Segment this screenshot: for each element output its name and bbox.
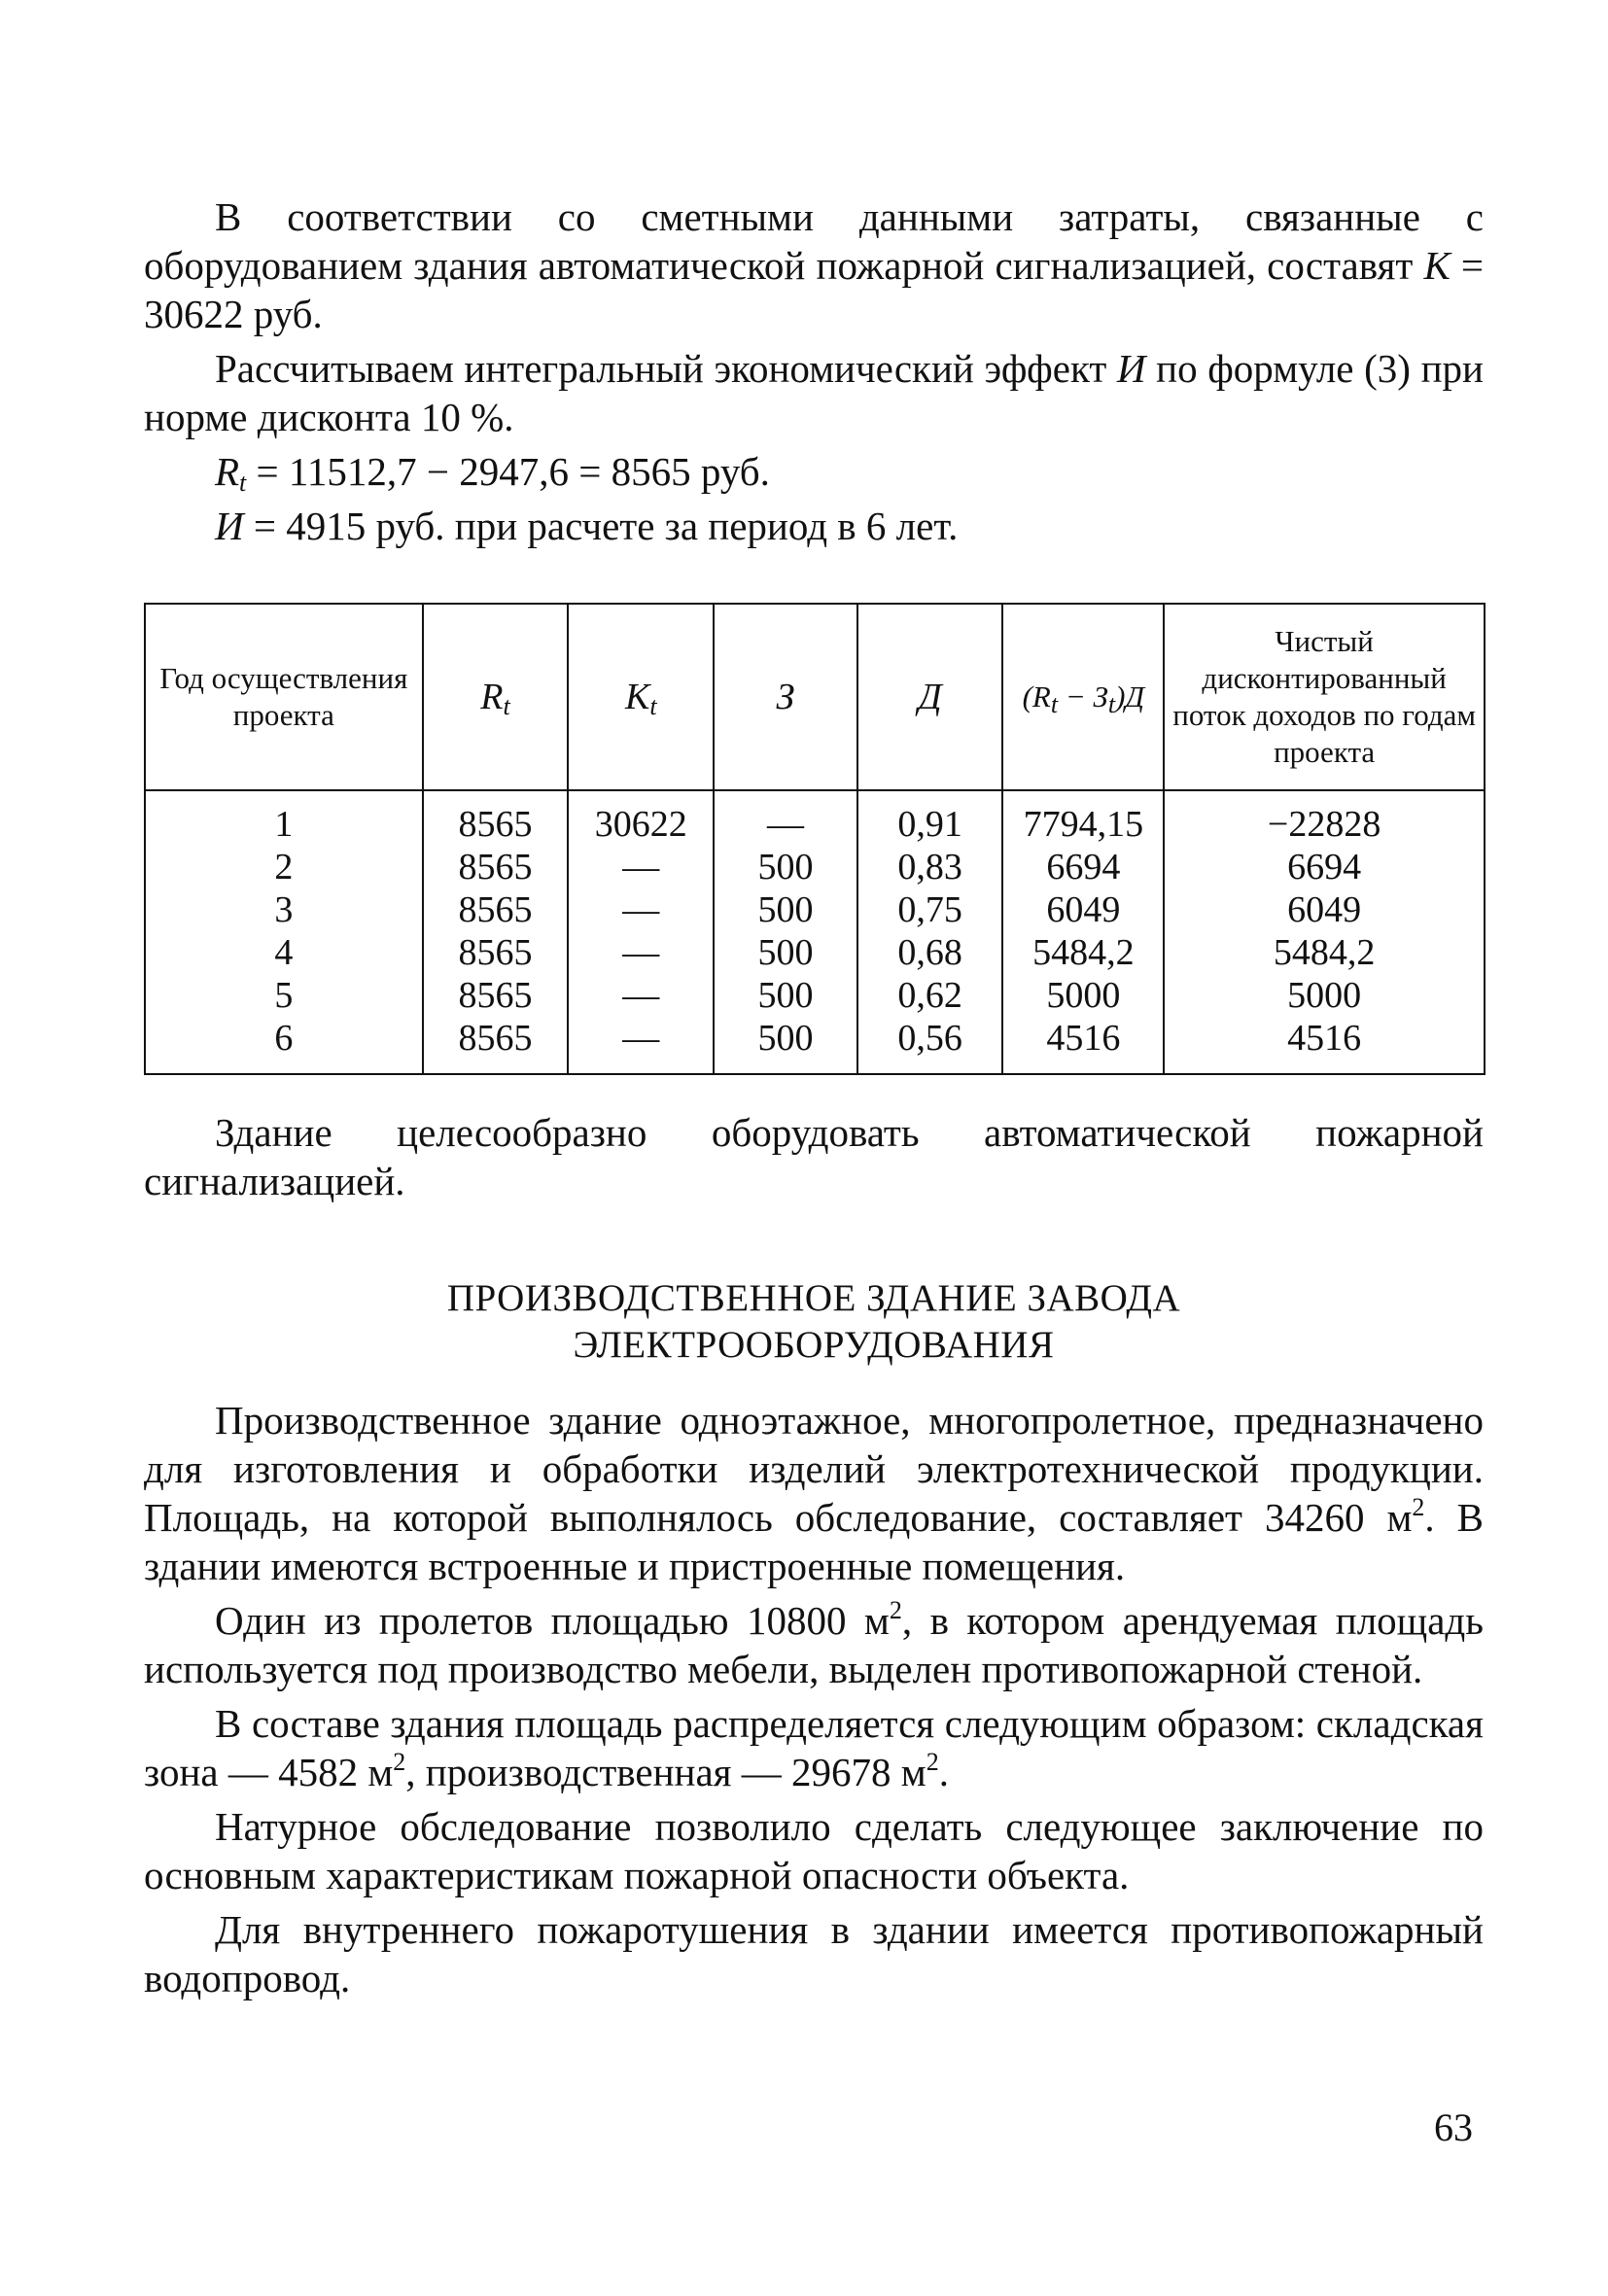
cell-year: 6 (145, 1017, 423, 1074)
cell-z: 500 (714, 846, 857, 888)
paragraph-water-supply: Для внутреннего пожаротушения в здании имеется противопожарный водопровод. (144, 1907, 1484, 2000)
cell-net: 5000 (1164, 974, 1485, 1017)
cell-k: — (568, 1017, 714, 1074)
cell-z: 500 (714, 931, 857, 974)
paragraph-survey: Натурное обследование позволило сделать следующее заключение по основным характеристикам пожарной опасности объекта. (144, 1804, 1484, 1897)
cell-year: 2 (145, 846, 423, 888)
cell-r: 8565 (423, 790, 569, 846)
cell-r: 8565 (423, 846, 569, 888)
cell-k: — (568, 931, 714, 974)
cell-r: 8565 (423, 1017, 569, 1074)
table-row (145, 846, 1485, 888)
cell-net: 6049 (1164, 888, 1485, 931)
paragraph-span: Один из пролетов площадью 10800 $м^2$, в котором арендуемая площадь используется под производство мебели, выделен противопожарной стеной. (144, 1596, 1484, 1691)
section-heading (144, 1275, 1484, 1369)
cell-net: −22828 (1164, 790, 1485, 846)
paragraph-area: В составе здания площадь распределяется следующим образом: складская зона — 4582 $м^2$, производственная — 29678 $м^2$. (144, 1701, 1484, 1794)
cell-r: 8565 (423, 888, 569, 931)
cell-z: 500 (714, 888, 857, 931)
cell-net: 5484,2 (1164, 931, 1485, 974)
cell-k: 30622 (568, 790, 714, 846)
header-kt: $K_t$ (568, 604, 714, 790)
cell-k: — (568, 888, 714, 931)
table-row (145, 888, 1485, 931)
cell-r: 8565 (423, 974, 569, 1017)
heading-line-2: ЭЛЕКТРООБОРУДОВАНИЯ (573, 1324, 1055, 1366)
cell-z: 500 (714, 1017, 857, 1074)
paragraph-conclusion: Здание целесообразно оборудовать автоматической пожарной сигнализацией. (144, 1110, 1484, 1203)
cell-z: — (714, 790, 857, 846)
cash-flow-table (144, 603, 1486, 1075)
table-row (145, 790, 1485, 846)
cell-k: — (568, 974, 714, 1017)
cell-k: — (568, 846, 714, 888)
cell-net: 6694 (1164, 846, 1485, 888)
cell-d: 0,68 (857, 931, 1003, 974)
header-rt: $R_t$ (423, 604, 569, 790)
symbol-k: К (1423, 243, 1451, 288)
intro-text (144, 192, 1484, 556)
cell-z: 500 (714, 974, 857, 1017)
paragraph-cost: В соответствии со сметными данными затраты, связанные с оборудованием здания автоматической пожарной сигнализацией, составят К = 30622 руб. (144, 194, 1485, 336)
cell-rzd: 6694 (1002, 846, 1164, 888)
header-net-flow: Чистый дисконтированный поток доходов по годам проекта (1164, 604, 1485, 790)
header-z: З (714, 604, 857, 790)
symbol-i: И (1116, 346, 1146, 391)
paragraph-building: Производственное здание одноэтажное, многопролетное, предназначено для изготовления и обработки изделий электротехнической продукции. Площадь, на которой выполнялось обследование, составляет 34260 $м^2$. В здании имеются встроенные и пристроенные помещения. (144, 1398, 1484, 1588)
cell-d: 0,56 (857, 1017, 1003, 1074)
header-d: Д (857, 604, 1003, 790)
cell-year: 4 (145, 931, 423, 974)
conclusion-text (144, 1108, 1484, 1211)
header-rzd: $(R_t - З_t)Д$ (1002, 604, 1164, 790)
table-header-row (145, 604, 1485, 790)
table-row (145, 1017, 1485, 1074)
table-row (145, 974, 1485, 1017)
cell-year: 5 (145, 974, 423, 1017)
cell-d: 0,83 (857, 846, 1003, 888)
formula-i: И = 4915 руб. при расчете за период в 6 лет. (215, 504, 959, 548)
cell-d: 0,91 (857, 790, 1003, 846)
cell-year: 1 (145, 790, 423, 846)
cell-rzd: 5484,2 (1002, 931, 1164, 974)
cell-d: 0,62 (857, 974, 1003, 1017)
cell-rzd: 7794,15 (1002, 790, 1164, 846)
cell-year: 3 (145, 888, 423, 931)
header-year: Год осуществления проекта (145, 604, 423, 790)
formula-rt: $R_t = 11512,7 - 2947,6 = 8565$ руб. (215, 449, 770, 497)
table-row (145, 931, 1485, 974)
heading-line-1: ПРОИЗВОДСТВЕННОЕ ЗДАНИЕ ЗАВОДА (446, 1277, 1181, 1319)
body-text (144, 1396, 1484, 2008)
cell-rzd: 6049 (1002, 888, 1164, 931)
paragraph-effect: Рассчитываем интегральный экономический эффект И по формуле (3) при норме дисконта 10 %. (144, 346, 1484, 439)
cell-d: 0,75 (857, 888, 1003, 931)
page-number: 63 (1434, 2105, 1473, 2149)
cell-r: 8565 (423, 931, 569, 974)
cell-rzd: 5000 (1002, 974, 1164, 1017)
cell-net: 4516 (1164, 1017, 1485, 1074)
cell-rzd: 4516 (1002, 1017, 1164, 1074)
